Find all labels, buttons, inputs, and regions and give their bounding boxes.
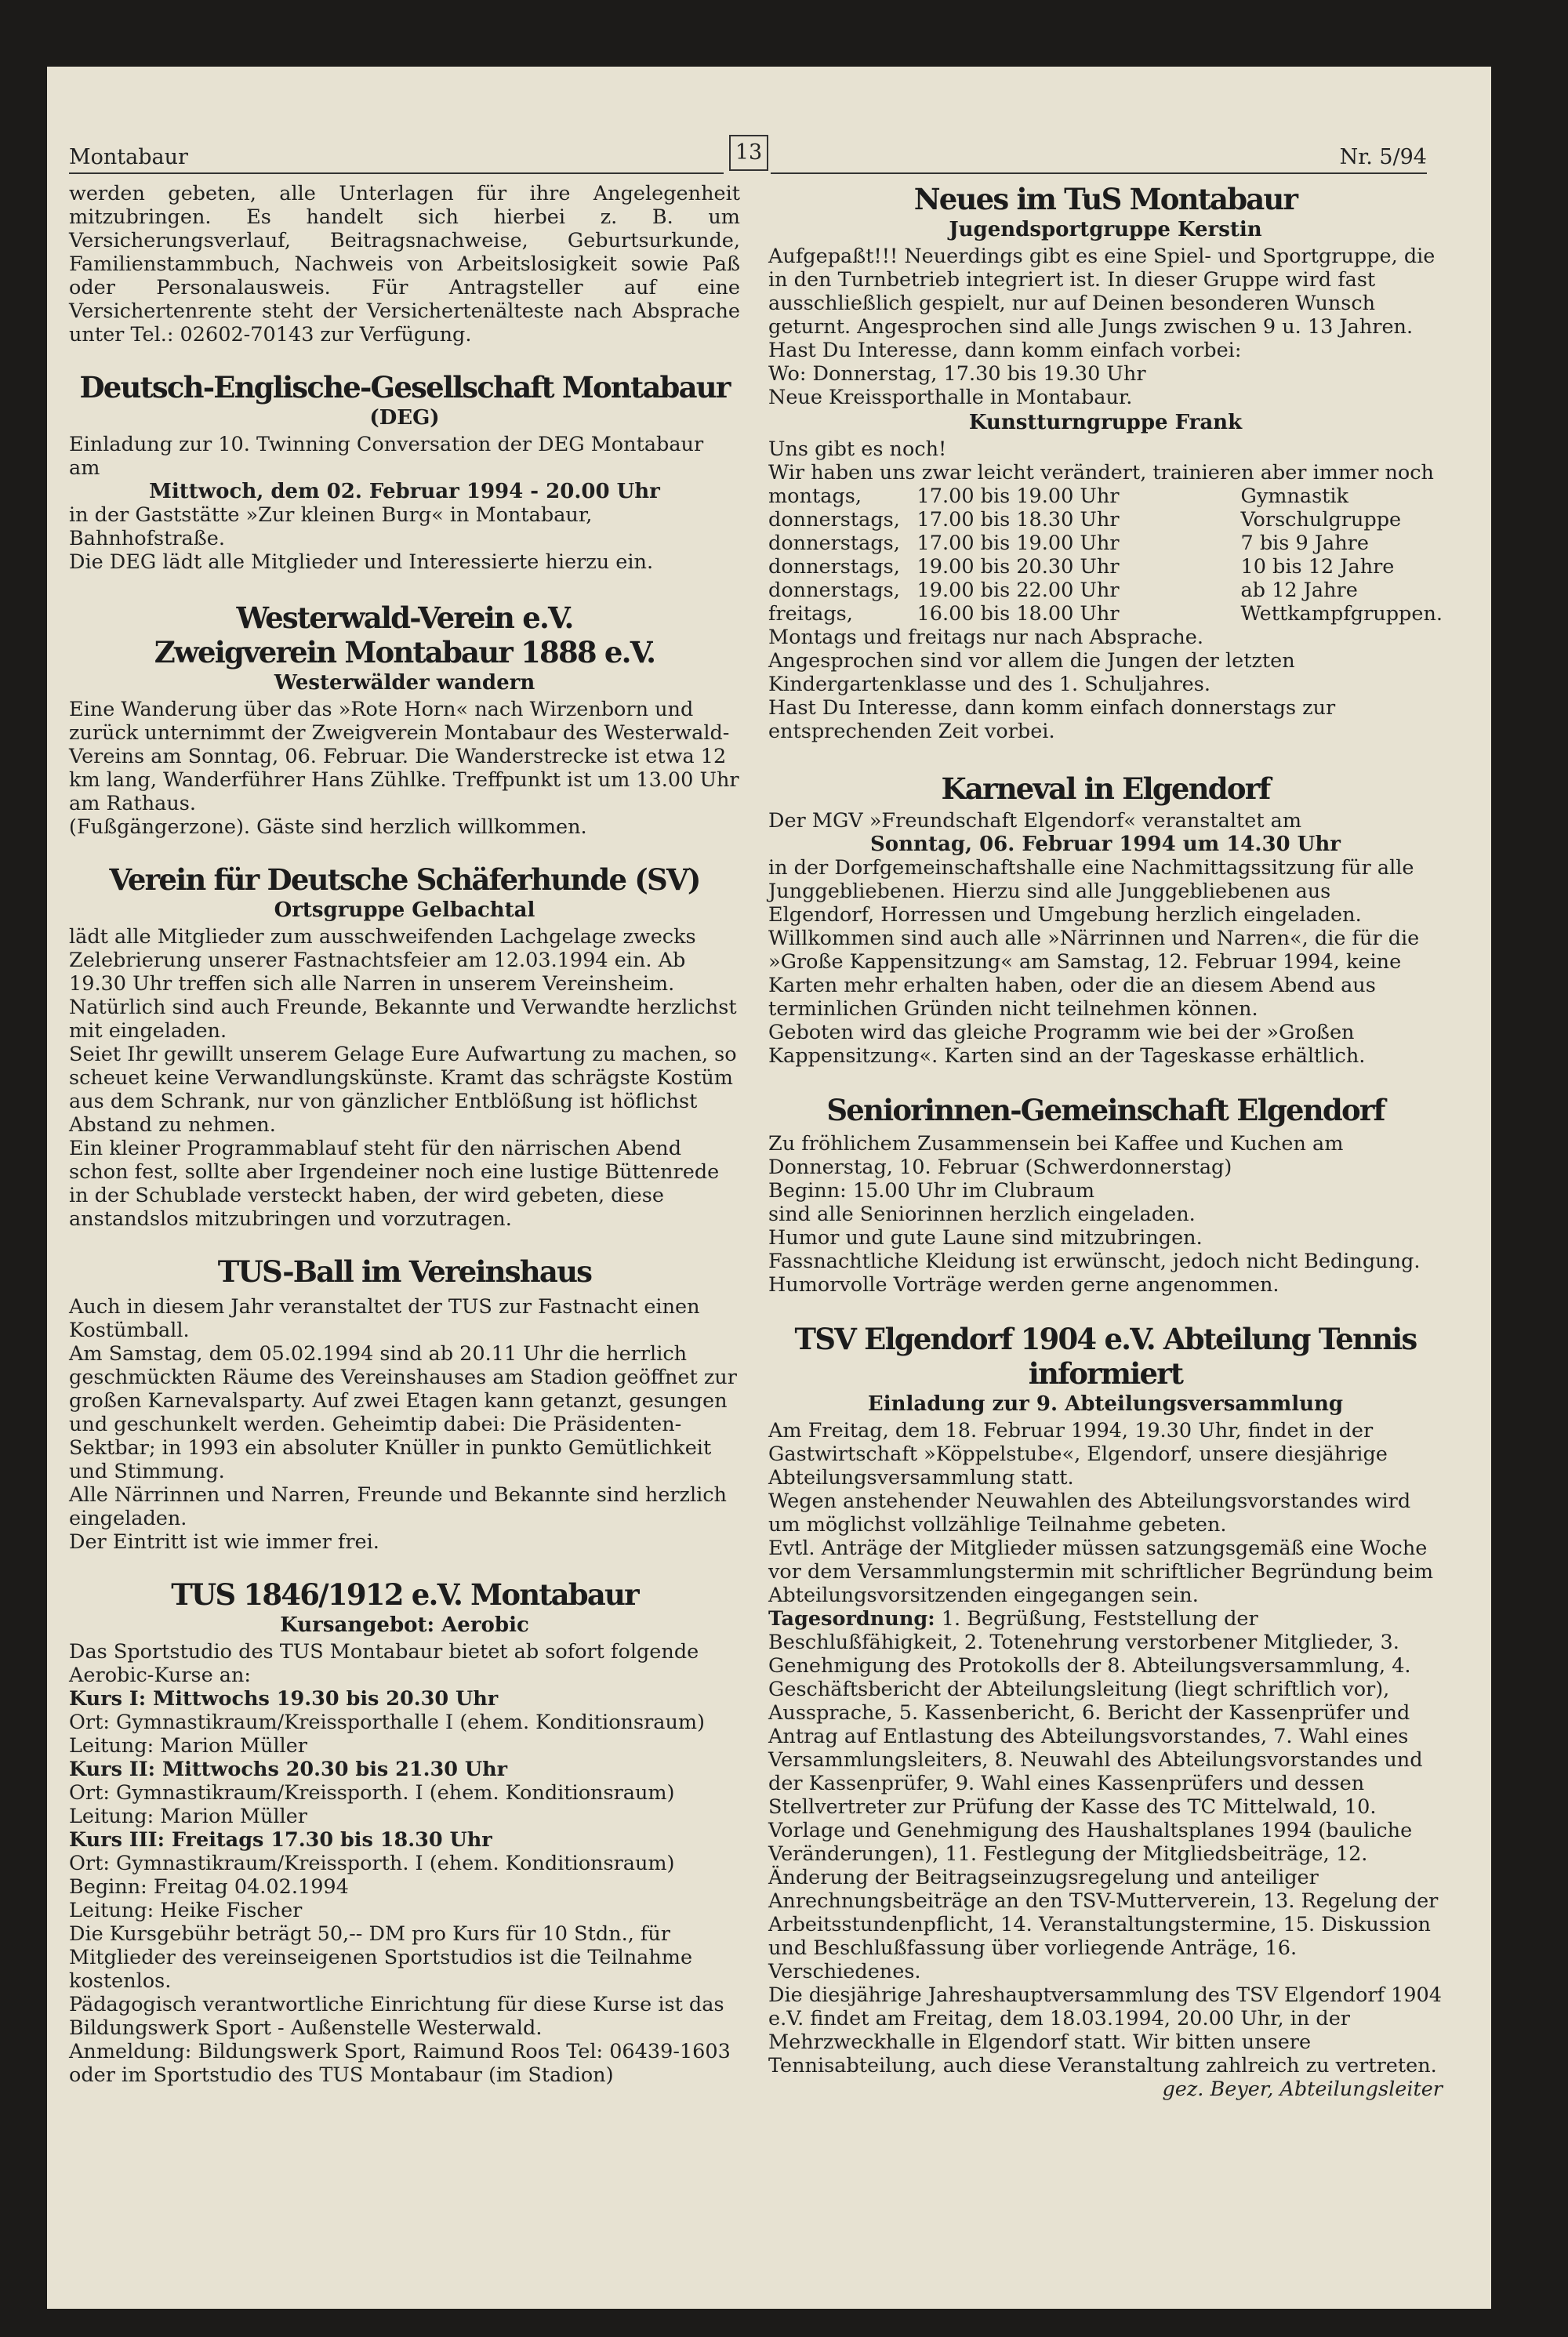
course-2-location: Ort: Gymnastikraum/Kreissporth. I (ehem. Konditionsraum) <box>69 1781 675 1805</box>
tus-news-article <box>768 182 1443 743</box>
jugend-text-2: Hast Du Interesse, dann komm einfach vorbei: <box>768 339 1242 362</box>
schedule-row <box>768 484 1443 508</box>
schedule-group: ab 12 Jahre <box>1240 579 1358 602</box>
tus-ball-text-2: Am Samstag, dem 05.02.1994 sind ab 20.11 Uhr die herrlich geschmückten Räume des Vereinshauses am Stadion geöffnet zur großen Karnevalsparty. Auf zwei Etagen kann getanzt, gesungen und geschunkelt werden. Geheimtip dabei: Die Präsidenten-Sektbar; in 1993 ein absoluter Knüller in punkto Gemütlichkeit und Stimmung. <box>69 1342 737 1483</box>
deg-article <box>69 370 740 574</box>
tennis-article <box>768 1322 1443 2101</box>
sv-article <box>69 862 740 1231</box>
page-header <box>69 135 1427 176</box>
schedule-row <box>768 508 1443 532</box>
left-column <box>69 182 740 2087</box>
karneval-text-1: Der MGV »Freundschaft Elgendorf« veranstaltet am <box>768 809 1302 833</box>
deg-text-1: Einladung zur 10. Twinning Conversation der DEG Montabaur am <box>69 433 704 480</box>
schedule-group: 10 bis 12 Jahre <box>1240 555 1395 579</box>
intro-paragraph: werden gebeten, alle Unterlagen für ihre Angelegenheit mitzubringen. Es handelt sich hierbei z. B. um Versicherungsverlauf, Beitragsnachweise, Geburtsurkunde, Familienstammbuch, Nachweis von Arbeitslosigkeit sowie Paß oder Personalausweis. Für Antragsteller auf eine Versichertenrente steht der Versichertenälteste nach Absprache unter Tel.: 02602-70143 zur Verfügung. <box>69 182 740 347</box>
kunstturn-subtitle: Kunstturngruppe Frank <box>968 411 1243 434</box>
tus-intro: Das Sportstudio des TUS Montabaur bietet ab sofort folgende Aerobic-Kurse an: <box>69 1640 699 1687</box>
senior-text-1: Zu fröhlichem Zusammensein bei Kaffee und Kuchen am Donnerstag, 10. Februar (Schwerdonnerstag) <box>768 1132 1344 1179</box>
schedule-group: Vorschulgruppe <box>1240 508 1402 532</box>
tennis-title-2: informiert <box>1028 1356 1183 1391</box>
kunstturn-text-4: Angesprochen sind vor allem die Jungen der letzten Kindergartenklasse und des 1. Schuljahres. <box>768 649 1295 696</box>
senior-text-4: Humor und gute Laune sind mitzubringen. <box>768 1226 1203 1250</box>
senior-text-3: sind alle Seniorinnen herzlich eingeladen. <box>768 1203 1196 1226</box>
tennis-text-1: Am Freitag, dem 18. Februar 1994, 19.30 Uhr, findet in der Gastwirtschaft »Köppelstube«, Elgendorf, unsere diesjährige Abteilungsversammlung statt. <box>768 1419 1388 1490</box>
schedule-time: 19.00 bis 20.30 Uhr <box>916 555 1120 579</box>
jugend-text-1: Aufgepaßt!!! Neuerdings gibt es eine Spiel- und Sportgruppe, die in den Turnbetrieb integriert ist. In dieser Gruppe wird fast ausschließlich gespielt, nur auf Deinen besonderen Wunsch geturnt. Angesprochen sind alle Jungs zwischen 9 u. 13 Jahren. <box>768 245 1436 339</box>
tus-aerobic-article <box>69 1577 740 2087</box>
westerwald-title-1: Westerwald-Verein e.V. <box>236 601 573 635</box>
schedule-group: Gymnastik <box>1240 484 1349 508</box>
schedule-row <box>768 579 1443 602</box>
header-rule-right <box>771 172 1427 174</box>
sv-text-2: Seiet Ihr gewillt unserem Gelage Eure Aufwartung zu machen, so scheuet keine Verwandlungskünste. Kramt das schrägste Kostüm aus dem Schrank, nur von gänzlicher Entblößung ist höflichst Abstand zu nehmen. <box>69 1043 737 1137</box>
tennis-text-4: Die diesjährige Jahreshauptversammlung des TSV Elgendorf 1904 e.V. findet am Freitag, dem 18.03.1994, 20.00 Uhr, in der Mehrzweckhalle in Elgendorf statt. Wir bitten unsere Tennisabteilung, auch diese Veranstaltung zahlreich zu vertreten. <box>768 1983 1442 2078</box>
deg-date: Mittwoch, dem 02. Februar 1994 - 20.00 Uhr <box>149 480 660 503</box>
tus-provider-text: Pädagogisch verantwortliche Einrichtung für diese Kurse ist das Bildungswerk Sport - Außenstelle Westerwald. <box>69 1993 724 2040</box>
karneval-text-2: in der Dorfgemeinschaftshalle eine Nachmittagssitzung für alle Junggebliebenen. Hierzu sind alle Junggebliebenen aus Elgendorf, Horressen und Umgebung herzlich eingeladen. Willkommen sind auch alle »Närrinnen und Narren«, die für die »Große Kappensitzung« am Samstag, 12. Februar 1994, keine Karten mehr erhalten haben, oder die an diesem Abend aus terminlichen Gründen nicht teilnehmen können. <box>768 856 1420 1021</box>
kunstturn-text-5: Hast Du Interesse, dann komm einfach donnerstags zur entsprechenden Zeit vorbei. <box>768 696 1336 743</box>
course-1-title: Kurs I: Mittwochs 19.30 bis 20.30 Uhr <box>69 1687 499 1711</box>
tus-subtitle: Kursangebot: Aerobic <box>280 1613 529 1637</box>
tennis-agenda <box>768 1607 1443 1983</box>
jugend-text-3: Wo: Donnerstag, 17.30 bis 19.30 Uhr <box>768 362 1146 386</box>
kunstturn-text-1: Uns gibt es noch! <box>768 437 947 461</box>
schedule-day: donnerstags, <box>768 508 900 532</box>
header-town: Montabaur <box>69 145 188 169</box>
schedule-day: montags, <box>768 484 862 508</box>
westerwald-text-2: (Fußgängerzone). Gäste sind herzlich willkommen. <box>69 815 587 839</box>
schedule-group: 7 bis 9 Jahre <box>1240 532 1369 555</box>
schedule-time: 17.00 bis 18.30 Uhr <box>916 508 1120 532</box>
tennis-text-3: Evtl. Anträge der Mitglieder müssen satzungsgemäß eine Woche vor dem Versammlungstermin mit schriftlicher Begründung beim Abteilungsvorsitzenden eingegangen sein. <box>768 1537 1434 1607</box>
tus-ball-article <box>69 1254 740 1554</box>
sv-text-3: Ein kleiner Programmablauf steht für den närrischen Abend schon fest, sollte aber Irgendeiner noch eine lustige Büttenrede in der Schublade versteckt haben, der wird gebeten, diese anstandslos mitzubringen und vorzutragen. <box>69 1137 720 1231</box>
tennis-signature: gez. Beyer, Abteilungsleiter <box>1162 2078 1443 2101</box>
senior-text-5: Fassnachtliche Kleidung ist erwünscht, jedoch nicht Bedingung. Humorvolle Vorträge werden gerne angenommen. <box>768 1250 1421 1297</box>
tennis-text-2: Wegen anstehender Neuwahlen des Abteilungsvorstandes wird um möglichst vollzählige Teilnahme gebeten. <box>768 1490 1411 1537</box>
course-1-location: Ort: Gymnastikraum/Kreissporthalle I (ehem. Konditionsraum) <box>69 1711 706 1734</box>
schedule-day: donnerstags, <box>768 555 900 579</box>
schedule-time: 16.00 bis 18.00 Uhr <box>916 602 1120 626</box>
karneval-article <box>768 771 1443 1068</box>
course-3-leader: Leitung: Heike Fischer <box>69 1899 303 1922</box>
deg-text-2: in der Gaststätte »Zur kleinen Burg« in Montabaur, Bahnhofstraße. <box>69 503 593 550</box>
agenda-label: Tagesordnung: <box>768 1607 935 1631</box>
agenda-text: 1. Begrüßung, Feststellung der Beschlußfähigkeit, 2. Totenehrung verstorbener Mitglieder, 3. Genehmigung des Protokolls der 8. Abteilungsversammlung, 4. Geschäftsbericht der Abteilungsleitung (liegt schriftlich vor), Aussprache, 5. Kassenbericht, 6. Bericht der Kassenprüfer und Antrag auf Entlastung des Abteilungsvorstandes, 7. Wahl eines Versammlungsleiters, 8. Neuwahl des Abteilungsvorstandes und der Kassenprüfer, 9. Wahl eines Kassenprüfers und dessen Stellvertreter zur Prüfung der Kasse des TC Mittelwald, 10. Vorlage und Genehmigung des Haushaltsplanes 1994 (bauliche Veränderungen), 11. Festlegung der Mitgliedsbeiträge, 12. Änderung der Beitragseinzugsregelung und anteiliger Anrechnungsbeiträge an den TSV-Mutterverein, 13. Regelung der Arbeitsstundenpflicht, 14. Veranstaltungstermine, 15. Diskussion und Beschlußfassung über vorliegende Anträge, 16. Verschiedenes. <box>768 1607 1439 1983</box>
page-number: 13 <box>729 135 768 171</box>
course-2-title: Kurs II: Mittwochs 20.30 bis 21.30 Uhr <box>69 1758 508 1781</box>
tus-ball-text-1: Auch in diesem Jahr veranstaltet der TUS zur Fastnacht einen Kostümball. <box>69 1295 700 1342</box>
deg-subtitle: (DEG) <box>369 406 440 430</box>
tus-title: TUS 1846/1912 e.V. Montabaur <box>171 1577 638 1612</box>
westerwald-article <box>69 601 740 839</box>
training-schedule <box>768 484 1443 626</box>
sv-title: Verein für Deutsche Schäferhunde (SV) <box>109 862 700 897</box>
header-rule-left <box>69 172 724 174</box>
course-3-location: Ort: Gymnastikraum/Kreissporth. I (ehem. Konditionsraum) <box>69 1852 675 1875</box>
tus-fee-text: Die Kursgebühr beträgt 50,-- DM pro Kurs für 10 Stdn., für Mitglieder des vereinseigenen Sportstudios ist die Teilnahme kostenlos. <box>69 1922 693 1993</box>
schedule-time: 17.00 bis 19.00 Uhr <box>916 532 1120 555</box>
schedule-day: donnerstags, <box>768 532 900 555</box>
karneval-text-3: Geboten wird das gleiche Programm wie bei der »Großen Kappensitzung«. Karten sind an der Tageskasse erhältlich. <box>768 1021 1366 1068</box>
issue-number: Nr. 5/94 <box>1339 145 1427 169</box>
schedule-group: Wettkampfgruppen. <box>1240 602 1443 626</box>
westerwald-subtitle: Westerwälder wandern <box>274 671 535 695</box>
deg-title: Deutsch-Englische-Gesellschaft Montabaur <box>79 370 730 405</box>
senior-text-2: Beginn: 15.00 Uhr im Clubraum <box>768 1179 1095 1203</box>
tus-ball-title: TUS-Ball im Vereinshaus <box>217 1254 592 1289</box>
course-3-title: Kurs III: Freitags 17.30 bis 18.30 Uhr <box>69 1828 492 1852</box>
tus-ball-text-3: Alle Närrinnen und Narren, Freunde und Bekannte sind herzlich eingeladen. <box>69 1483 727 1530</box>
kunstturn-text-3: Montags und freitags nur nach Absprache. <box>768 626 1203 649</box>
right-column <box>768 182 1443 2101</box>
senior-title: Seniorinnen-Gemeinschaft Elgendorf <box>826 1093 1385 1127</box>
deg-text-3: Die DEG lädt alle Mitglieder und Interessierte hierzu ein. <box>69 550 654 574</box>
course-2-leader: Leitung: Marion Müller <box>69 1805 307 1828</box>
jugend-text-4: Neue Kreissporthalle in Montabaur. <box>768 386 1133 409</box>
kunstturn-text-2: Wir haben uns zwar leicht verändert, trainieren aber immer noch <box>768 461 1434 484</box>
schedule-row <box>768 532 1443 555</box>
schedule-time: 19.00 bis 22.00 Uhr <box>916 579 1120 602</box>
schedule-day: donnerstags, <box>768 579 900 602</box>
westerwald-text-1: Eine Wanderung über das »Rote Horn« nach Wirzenborn und zurück unternimmt der Zweigverein Montabaur des Westerwald-Vereins am Sonntag, 06. Februar. Die Wanderstrecke ist etwa 12 km lang, Wanderführer Hans Zühlke. Treffpunkt ist um 13.00 Uhr am Rathaus. <box>69 698 739 815</box>
course-1-leader: Leitung: Marion Müller <box>69 1734 307 1758</box>
tus-news-title: Neues im TuS Montabaur <box>913 182 1298 216</box>
sv-text-1: lädt alle Mitglieder zum ausschweifenden Lachgelage zwecks Zelebrierung unserer Fastnachtsfeier am 12.03.1994 ein. Ab 19.30 Uhr treffen sich alle Narren in unserem Vereinsheim. Natürlich sind auch Freunde, Bekannte und Verwandte herzlichst mit eingeladen. <box>69 925 737 1043</box>
senior-article <box>768 1093 1443 1297</box>
westerwald-title-2: Zweigverein Montabaur 1888 e.V. <box>154 635 655 670</box>
schedule-day: freitags, <box>768 602 853 626</box>
sv-subtitle: Ortsgruppe Gelbachtal <box>274 898 535 922</box>
tus-registration-text: Anmeldung: Bildungswerk Sport, Raimund Roos Tel: 06439-1603 oder im Sportstudio des TUS Montabaur (im Stadion) <box>69 2040 731 2087</box>
karneval-title: Karneval in Elgendorf <box>941 771 1270 806</box>
tus-ball-text-4: Der Eintritt ist wie immer frei. <box>69 1530 379 1554</box>
tennis-title-1: TSV Elgendorf 1904 e.V. Abteilung Tennis <box>794 1322 1417 1356</box>
schedule-row <box>768 602 1443 626</box>
schedule-time: 17.00 bis 19.00 Uhr <box>916 484 1120 508</box>
karneval-date: Sonntag, 06. Februar 1994 um 14.30 Uhr <box>870 833 1341 856</box>
schedule-row <box>768 555 1443 579</box>
course-3-start: Beginn: Freitag 04.02.1994 <box>69 1875 349 1899</box>
jugend-subtitle: Jugendsportgruppe Kerstin <box>949 218 1262 241</box>
tennis-subtitle: Einladung zur 9. Abteilungsversammlung <box>867 1392 1344 1416</box>
